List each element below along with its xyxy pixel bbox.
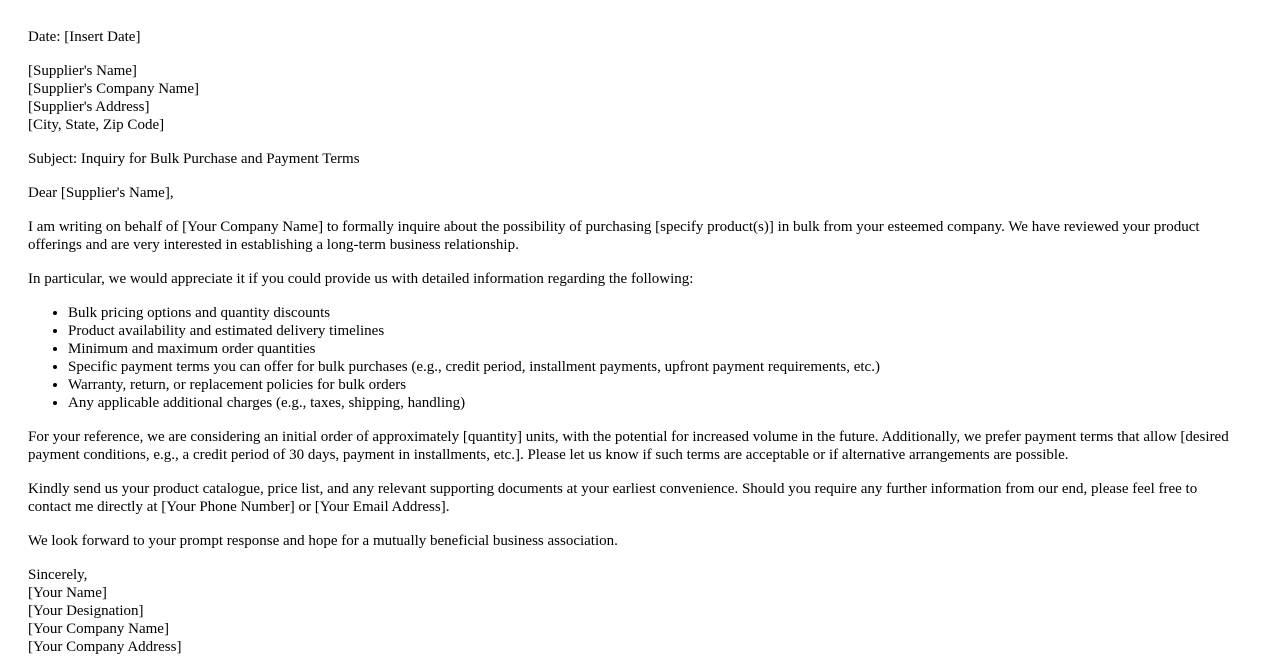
closing-paragraph: We look forward to your prompt response and hope for a mutually beneficial business association. <box>28 533 618 549</box>
subject-line: Subject: Inquiry for Bulk Purchase and Payment Terms <box>28 151 360 167</box>
letter-body <box>28 28 1243 672</box>
recipient-city-state-zip: [City, State, Zip Code] <box>28 117 165 133</box>
recipient-name: [Supplier's Name] <box>28 63 137 79</box>
date-line: Date: [Insert Date] <box>28 29 141 45</box>
sender-company: [Your Company Name] <box>28 621 169 637</box>
recipient-company: [Supplier's Company Name] <box>28 81 200 97</box>
request-list <box>28 304 1243 412</box>
sender-address: [Your Company Address] <box>28 639 182 655</box>
catalogue-request-paragraph: Kindly send us your product catalogue, price list, and any relevant supporting documents at your earliest convenience. Should you require any further information from our end, please feel free to contact me directly at [Your Phone Number] or [Your Email Address]. <box>28 481 1198 515</box>
recipient-address-block <box>28 62 1243 134</box>
list-item: • Warranty, return, or replacement policies for bulk orders <box>68 376 1243 394</box>
list-item: • Product availability and estimated delivery timelines <box>68 322 1243 340</box>
sender-name: [Your Name] <box>28 585 107 601</box>
list-item: • Any applicable additional charges (e.g., taxes, shipping, handling) <box>68 394 1243 412</box>
sender-designation: [Your Designation] <box>28 603 144 619</box>
valediction: Sincerely, <box>28 567 88 583</box>
salutation: Dear [Supplier's Name], <box>28 185 174 201</box>
list-item: • Specific payment terms you can offer for bulk purchases (e.g., credit period, installment payments, upfront payment requirements, etc.) <box>68 358 1243 376</box>
order-details-paragraph: For your reference, we are considering an initial order of approximately [quantity] units, with the potential for increased volume in the future. Additionally, we prefer payment terms that allow [desired payment conditions, e.g., a credit period of 30 days, payment in installments, etc.]. Please let us know if such terms are acceptable or if alternative arrangements are possible. <box>28 429 1229 463</box>
intro-paragraph: I am writing on behalf of [Your Company Name] to formally inquire about the possibility of purchasing [specify product(s)] in bulk from your esteemed company. We have reviewed your product offerings and are very interested in establishing a long-term business relationship. <box>28 219 1200 253</box>
request-paragraph: In particular, we would appreciate it if you could provide us with detailed information regarding the following: <box>28 271 694 287</box>
recipient-address: [Supplier's Address] <box>28 99 150 115</box>
list-item: • Bulk pricing options and quantity discounts <box>68 304 1243 322</box>
signature-block <box>28 566 1243 656</box>
list-item: • Minimum and maximum order quantities <box>68 340 1243 358</box>
